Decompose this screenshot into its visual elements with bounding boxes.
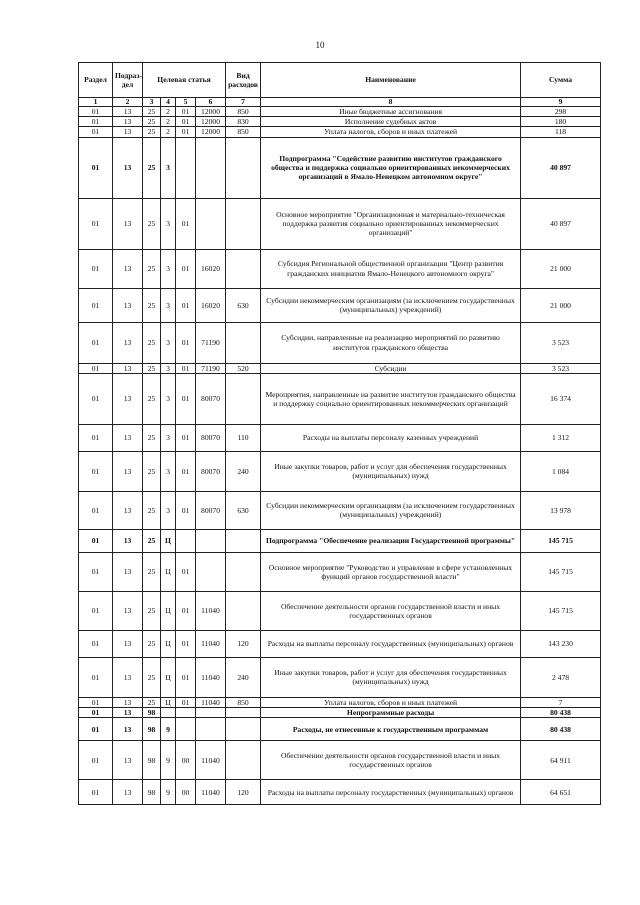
celevaya-3-cell: 00: [176, 741, 196, 780]
celevaya-4-cell: 16020: [196, 288, 226, 322]
sum-cell: 40 897: [521, 198, 601, 249]
celevaya-3-cell: 01: [176, 322, 196, 363]
name-cell: Подпрограмма "Обеспечение реализации Государственной программы": [261, 529, 521, 552]
sum-cell: 143 230: [521, 630, 601, 657]
razdel-cell: 01: [79, 451, 113, 491]
table-row: [79, 451, 601, 491]
celevaya-4-cell: 11040: [196, 591, 226, 630]
razdel-cell: 01: [79, 708, 113, 718]
podrazdel-cell: 13: [113, 363, 143, 373]
celevaya-3-cell: 01: [176, 491, 196, 529]
celevaya-2-cell: 9: [161, 741, 176, 780]
celevaya-1-cell: 98: [143, 780, 161, 805]
table-row: [79, 741, 601, 780]
celevaya-2-cell: 2: [161, 127, 176, 137]
podrazdel-cell: 13: [113, 708, 143, 718]
celevaya-2-cell: 3: [161, 451, 176, 491]
header-number: 4: [161, 98, 176, 107]
celevaya-2-cell: 3: [161, 137, 176, 198]
razdel-cell: 01: [79, 424, 113, 451]
table-row: [79, 630, 601, 657]
celevaya-4-cell: [196, 198, 226, 249]
sum-cell: 21 000: [521, 249, 601, 288]
sum-cell: 180: [521, 117, 601, 127]
celevaya-3-cell: [176, 718, 196, 741]
name-cell: Расходы на выплаты персоналу государственных (муниципальных) органов: [261, 780, 521, 805]
razdel-cell: 01: [79, 288, 113, 322]
celevaya-3-cell: 01: [176, 249, 196, 288]
celevaya-4-cell: 71190: [196, 322, 226, 363]
celevaya-2-cell: 3: [161, 363, 176, 373]
header-number-row: [79, 98, 601, 107]
celevaya-4-cell: 12000: [196, 127, 226, 137]
page-number: 10: [315, 40, 325, 50]
celevaya-2-cell: 3: [161, 424, 176, 451]
celevaya-2-cell: Ц: [161, 630, 176, 657]
razdel-cell: 01: [79, 630, 113, 657]
podrazdel-cell: 13: [113, 529, 143, 552]
vid-cell: [226, 322, 261, 363]
header-number: 1: [79, 98, 113, 107]
celevaya-4-cell: 80070: [196, 373, 226, 424]
name-cell: Иные закупки товаров, работ и услуг для обеспечения государственных (муниципальных) нужд: [261, 657, 521, 697]
celevaya-2-cell: 3: [161, 198, 176, 249]
name-cell: Уплата налогов, сборов и иных платежей: [261, 697, 521, 707]
podrazdel-cell: 13: [113, 373, 143, 424]
razdel-cell: 01: [79, 741, 113, 780]
table-row: [79, 198, 601, 249]
razdel-cell: 01: [79, 373, 113, 424]
sum-cell: 118: [521, 127, 601, 137]
podrazdel-cell: 13: [113, 107, 143, 117]
celevaya-1-cell: 25: [143, 117, 161, 127]
vid-cell: 520: [226, 363, 261, 373]
name-cell: Подпрограмма "Содействие развитию институтов гражданского общества и поддержка социально ориентированных некоммерческих организаций в Ямало-Ненецком автономном округе": [261, 137, 521, 198]
table-row: [79, 718, 601, 741]
table-row: [79, 127, 601, 137]
celevaya-2-cell: Ц: [161, 552, 176, 591]
sum-cell: 298: [521, 107, 601, 117]
celevaya-2-cell: 9: [161, 718, 176, 741]
celevaya-4-cell: 80070: [196, 451, 226, 491]
celevaya-1-cell: 25: [143, 630, 161, 657]
table-row: [79, 249, 601, 288]
celevaya-3-cell: 01: [176, 697, 196, 707]
vid-cell: 110: [226, 424, 261, 451]
razdel-cell: 01: [79, 529, 113, 552]
name-cell: Расходы на выплаты персоналу казенных учреждений: [261, 424, 521, 451]
table-body: [79, 107, 601, 805]
razdel-cell: 01: [79, 491, 113, 529]
celevaya-3-cell: 00: [176, 780, 196, 805]
celevaya-1-cell: 25: [143, 198, 161, 249]
name-cell: Субсидии некоммерческим организациям (за исключением государственных (муниципальных) учреждений): [261, 491, 521, 529]
celevaya-3-cell: 01: [176, 657, 196, 697]
budget-table: [78, 62, 601, 805]
header-razdel: Раздел: [79, 63, 113, 98]
celevaya-3-cell: 01: [176, 451, 196, 491]
razdel-cell: 01: [79, 591, 113, 630]
sum-cell: 13 978: [521, 491, 601, 529]
celevaya-1-cell: 25: [143, 249, 161, 288]
table-row: [79, 708, 601, 718]
table-row: [79, 657, 601, 697]
vid-cell: [226, 718, 261, 741]
table-row: [79, 780, 601, 805]
celevaya-4-cell: 80070: [196, 491, 226, 529]
podrazdel-cell: 13: [113, 249, 143, 288]
name-cell: Расходы на выплаты персоналу государственных (муниципальных) органов: [261, 630, 521, 657]
header-vid-raskhodov: Вид расходов: [226, 63, 261, 98]
celevaya-2-cell: 3: [161, 249, 176, 288]
razdel-cell: 01: [79, 127, 113, 137]
celevaya-1-cell: 25: [143, 127, 161, 137]
celevaya-3-cell: 01: [176, 107, 196, 117]
table-row: [79, 288, 601, 322]
vid-cell: [226, 552, 261, 591]
celevaya-4-cell: 80070: [196, 424, 226, 451]
sum-cell: 145 715: [521, 552, 601, 591]
podrazdel-cell: 13: [113, 741, 143, 780]
celevaya-2-cell: 2: [161, 117, 176, 127]
celevaya-1-cell: 25: [143, 288, 161, 322]
celevaya-1-cell: 25: [143, 424, 161, 451]
name-cell: Непрограммные расходы: [261, 708, 521, 718]
razdel-cell: 01: [79, 107, 113, 117]
razdel-cell: 01: [79, 657, 113, 697]
header-number: 7: [226, 98, 261, 107]
celevaya-1-cell: 98: [143, 708, 161, 718]
celevaya-2-cell: Ц: [161, 697, 176, 707]
vid-cell: 120: [226, 630, 261, 657]
celevaya-2-cell: 2: [161, 107, 176, 117]
podrazdel-cell: 13: [113, 424, 143, 451]
name-cell: Основное мероприятие "Руководство и управление в сфере установленных функций органов государственной власти": [261, 552, 521, 591]
celevaya-2-cell: 9: [161, 780, 176, 805]
sum-cell: 1 312: [521, 424, 601, 451]
celevaya-4-cell: [196, 708, 226, 718]
celevaya-4-cell: [196, 718, 226, 741]
vid-cell: [226, 529, 261, 552]
celevaya-1-cell: 25: [143, 373, 161, 424]
sum-cell: 64 911: [521, 741, 601, 780]
celevaya-4-cell: 11040: [196, 657, 226, 697]
header-number: 6: [196, 98, 226, 107]
vid-cell: [226, 373, 261, 424]
celevaya-2-cell: 3: [161, 288, 176, 322]
celevaya-1-cell: 25: [143, 491, 161, 529]
celevaya-4-cell: 11040: [196, 697, 226, 707]
celevaya-2-cell: Ц: [161, 591, 176, 630]
celevaya-2-cell: [161, 708, 176, 718]
celevaya-2-cell: 3: [161, 373, 176, 424]
celevaya-4-cell: 71190: [196, 363, 226, 373]
celevaya-3-cell: 01: [176, 117, 196, 127]
sum-cell: 145 715: [521, 529, 601, 552]
vid-cell: 850: [226, 697, 261, 707]
celevaya-3-cell: [176, 137, 196, 198]
celevaya-2-cell: Ц: [161, 657, 176, 697]
vid-cell: [226, 708, 261, 718]
podrazdel-cell: 13: [113, 451, 143, 491]
razdel-cell: 01: [79, 137, 113, 198]
sum-cell: 21 000: [521, 288, 601, 322]
podrazdel-cell: 13: [113, 780, 143, 805]
celevaya-3-cell: [176, 529, 196, 552]
name-cell: Субсидии некоммерческим организациям (за исключением государственных (муниципальных) учреждений): [261, 288, 521, 322]
celevaya-3-cell: 01: [176, 127, 196, 137]
celevaya-4-cell: 11040: [196, 741, 226, 780]
vid-cell: 630: [226, 288, 261, 322]
sum-cell: 40 897: [521, 137, 601, 198]
sum-cell: 7: [521, 697, 601, 707]
razdel-cell: 01: [79, 117, 113, 127]
celevaya-4-cell: [196, 529, 226, 552]
razdel-cell: 01: [79, 198, 113, 249]
name-cell: Обеспечение деятельности органов государственной власти и иных государственных органов: [261, 591, 521, 630]
name-cell: Уплата налогов, сборов и иных платежей: [261, 127, 521, 137]
table-row: [79, 322, 601, 363]
vid-cell: 240: [226, 451, 261, 491]
razdel-cell: 01: [79, 697, 113, 707]
razdel-cell: 01: [79, 322, 113, 363]
celevaya-4-cell: [196, 137, 226, 198]
celevaya-3-cell: 01: [176, 552, 196, 591]
header-podrazdel: Подраз- дел: [113, 63, 143, 98]
celevaya-4-cell: 12000: [196, 107, 226, 117]
podrazdel-cell: 13: [113, 117, 143, 127]
celevaya-3-cell: 01: [176, 373, 196, 424]
razdel-cell: 01: [79, 718, 113, 741]
vid-cell: 850: [226, 127, 261, 137]
sum-cell: 2 478: [521, 657, 601, 697]
header-number: 9: [521, 98, 601, 107]
podrazdel-cell: 13: [113, 137, 143, 198]
celevaya-1-cell: 25: [143, 529, 161, 552]
table-row: [79, 107, 601, 117]
celevaya-3-cell: 01: [176, 363, 196, 373]
celevaya-2-cell: 3: [161, 491, 176, 529]
podrazdel-cell: 13: [113, 591, 143, 630]
podrazdel-cell: 13: [113, 198, 143, 249]
name-cell: Субсидии: [261, 363, 521, 373]
razdel-cell: 01: [79, 552, 113, 591]
razdel-cell: 01: [79, 363, 113, 373]
podrazdel-cell: 13: [113, 491, 143, 529]
celevaya-1-cell: 25: [143, 137, 161, 198]
celevaya-3-cell: 01: [176, 630, 196, 657]
vid-cell: 830: [226, 117, 261, 127]
sum-cell: 80 438: [521, 708, 601, 718]
sum-cell: 3 523: [521, 363, 601, 373]
vid-cell: [226, 137, 261, 198]
header-number: 8: [261, 98, 521, 107]
sum-cell: 16 374: [521, 373, 601, 424]
celevaya-1-cell: 25: [143, 322, 161, 363]
celevaya-4-cell: 12000: [196, 117, 226, 127]
sum-cell: 80 438: [521, 718, 601, 741]
table-row: [79, 424, 601, 451]
celevaya-1-cell: 25: [143, 552, 161, 591]
sum-cell: 64 651: [521, 780, 601, 805]
podrazdel-cell: 13: [113, 697, 143, 707]
name-cell: Мероприятия, направленные на развитие институтов гражданского общества и поддержку социально ориентированных некоммерческих организаций: [261, 373, 521, 424]
vid-cell: [226, 198, 261, 249]
sum-cell: 1 084: [521, 451, 601, 491]
celevaya-1-cell: 98: [143, 741, 161, 780]
celevaya-1-cell: 25: [143, 591, 161, 630]
celevaya-1-cell: 25: [143, 451, 161, 491]
vid-cell: 850: [226, 107, 261, 117]
podrazdel-cell: 13: [113, 657, 143, 697]
vid-cell: [226, 591, 261, 630]
vid-cell: 120: [226, 780, 261, 805]
name-cell: Иные бюджетные ассигнования: [261, 107, 521, 117]
table-row: [79, 552, 601, 591]
table-row: [79, 591, 601, 630]
celevaya-4-cell: 16020: [196, 249, 226, 288]
table-row: [79, 529, 601, 552]
celevaya-3-cell: [176, 708, 196, 718]
table-row: [79, 363, 601, 373]
name-cell: Расходы, не отнесенные к государственным программам: [261, 718, 521, 741]
name-cell: Основное мероприятие "Организационная и материально-техническая поддержка развития социально ориентированных некоммерческих организаций": [261, 198, 521, 249]
podrazdel-cell: 13: [113, 630, 143, 657]
table-row: [79, 491, 601, 529]
razdel-cell: 01: [79, 780, 113, 805]
celevaya-4-cell: 11040: [196, 630, 226, 657]
vid-cell: [226, 741, 261, 780]
header-celevaya-statya: Целевая статья: [143, 63, 226, 98]
sum-cell: 3 523: [521, 322, 601, 363]
celevaya-1-cell: 25: [143, 697, 161, 707]
vid-cell: [226, 249, 261, 288]
header-row: [79, 63, 601, 98]
celevaya-4-cell: [196, 552, 226, 591]
podrazdel-cell: 13: [113, 552, 143, 591]
table-row: [79, 697, 601, 707]
header-number: 5: [176, 98, 196, 107]
name-cell: Субсидии, направленные на реализацию мероприятий по развитию институтов гражданского общества: [261, 322, 521, 363]
name-cell: Исполнение судебных актов: [261, 117, 521, 127]
celevaya-3-cell: 01: [176, 198, 196, 249]
table-row: [79, 137, 601, 198]
name-cell: Субсидия Региональной общественной организации "Центр развития гражданских инициатив Ямало-Ненецкого автономного округа": [261, 249, 521, 288]
celevaya-1-cell: 25: [143, 107, 161, 117]
table-row: [79, 373, 601, 424]
celevaya-3-cell: 01: [176, 591, 196, 630]
podrazdel-cell: 13: [113, 718, 143, 741]
celevaya-2-cell: Ц: [161, 529, 176, 552]
table-row: [79, 117, 601, 127]
celevaya-2-cell: 3: [161, 322, 176, 363]
podrazdel-cell: 13: [113, 127, 143, 137]
celevaya-3-cell: 01: [176, 288, 196, 322]
celevaya-3-cell: 01: [176, 424, 196, 451]
header-number: 2: [113, 98, 143, 107]
celevaya-4-cell: 11040: [196, 780, 226, 805]
celevaya-1-cell: 25: [143, 363, 161, 373]
name-cell: Обеспечение деятельности органов государственной власти и иных государственных органов: [261, 741, 521, 780]
header-naimenovanie: Наименование: [261, 63, 521, 98]
razdel-cell: 01: [79, 249, 113, 288]
header-summa: Сумма: [521, 63, 601, 98]
name-cell: Иные закупки товаров, работ и услуг для обеспечения государственных (муниципальных) нужд: [261, 451, 521, 491]
sum-cell: 145 715: [521, 591, 601, 630]
vid-cell: 630: [226, 491, 261, 529]
podrazdel-cell: 13: [113, 322, 143, 363]
podrazdel-cell: 13: [113, 288, 143, 322]
vid-cell: 240: [226, 657, 261, 697]
celevaya-1-cell: 25: [143, 657, 161, 697]
header-number: 3: [143, 98, 161, 107]
celevaya-1-cell: 98: [143, 718, 161, 741]
